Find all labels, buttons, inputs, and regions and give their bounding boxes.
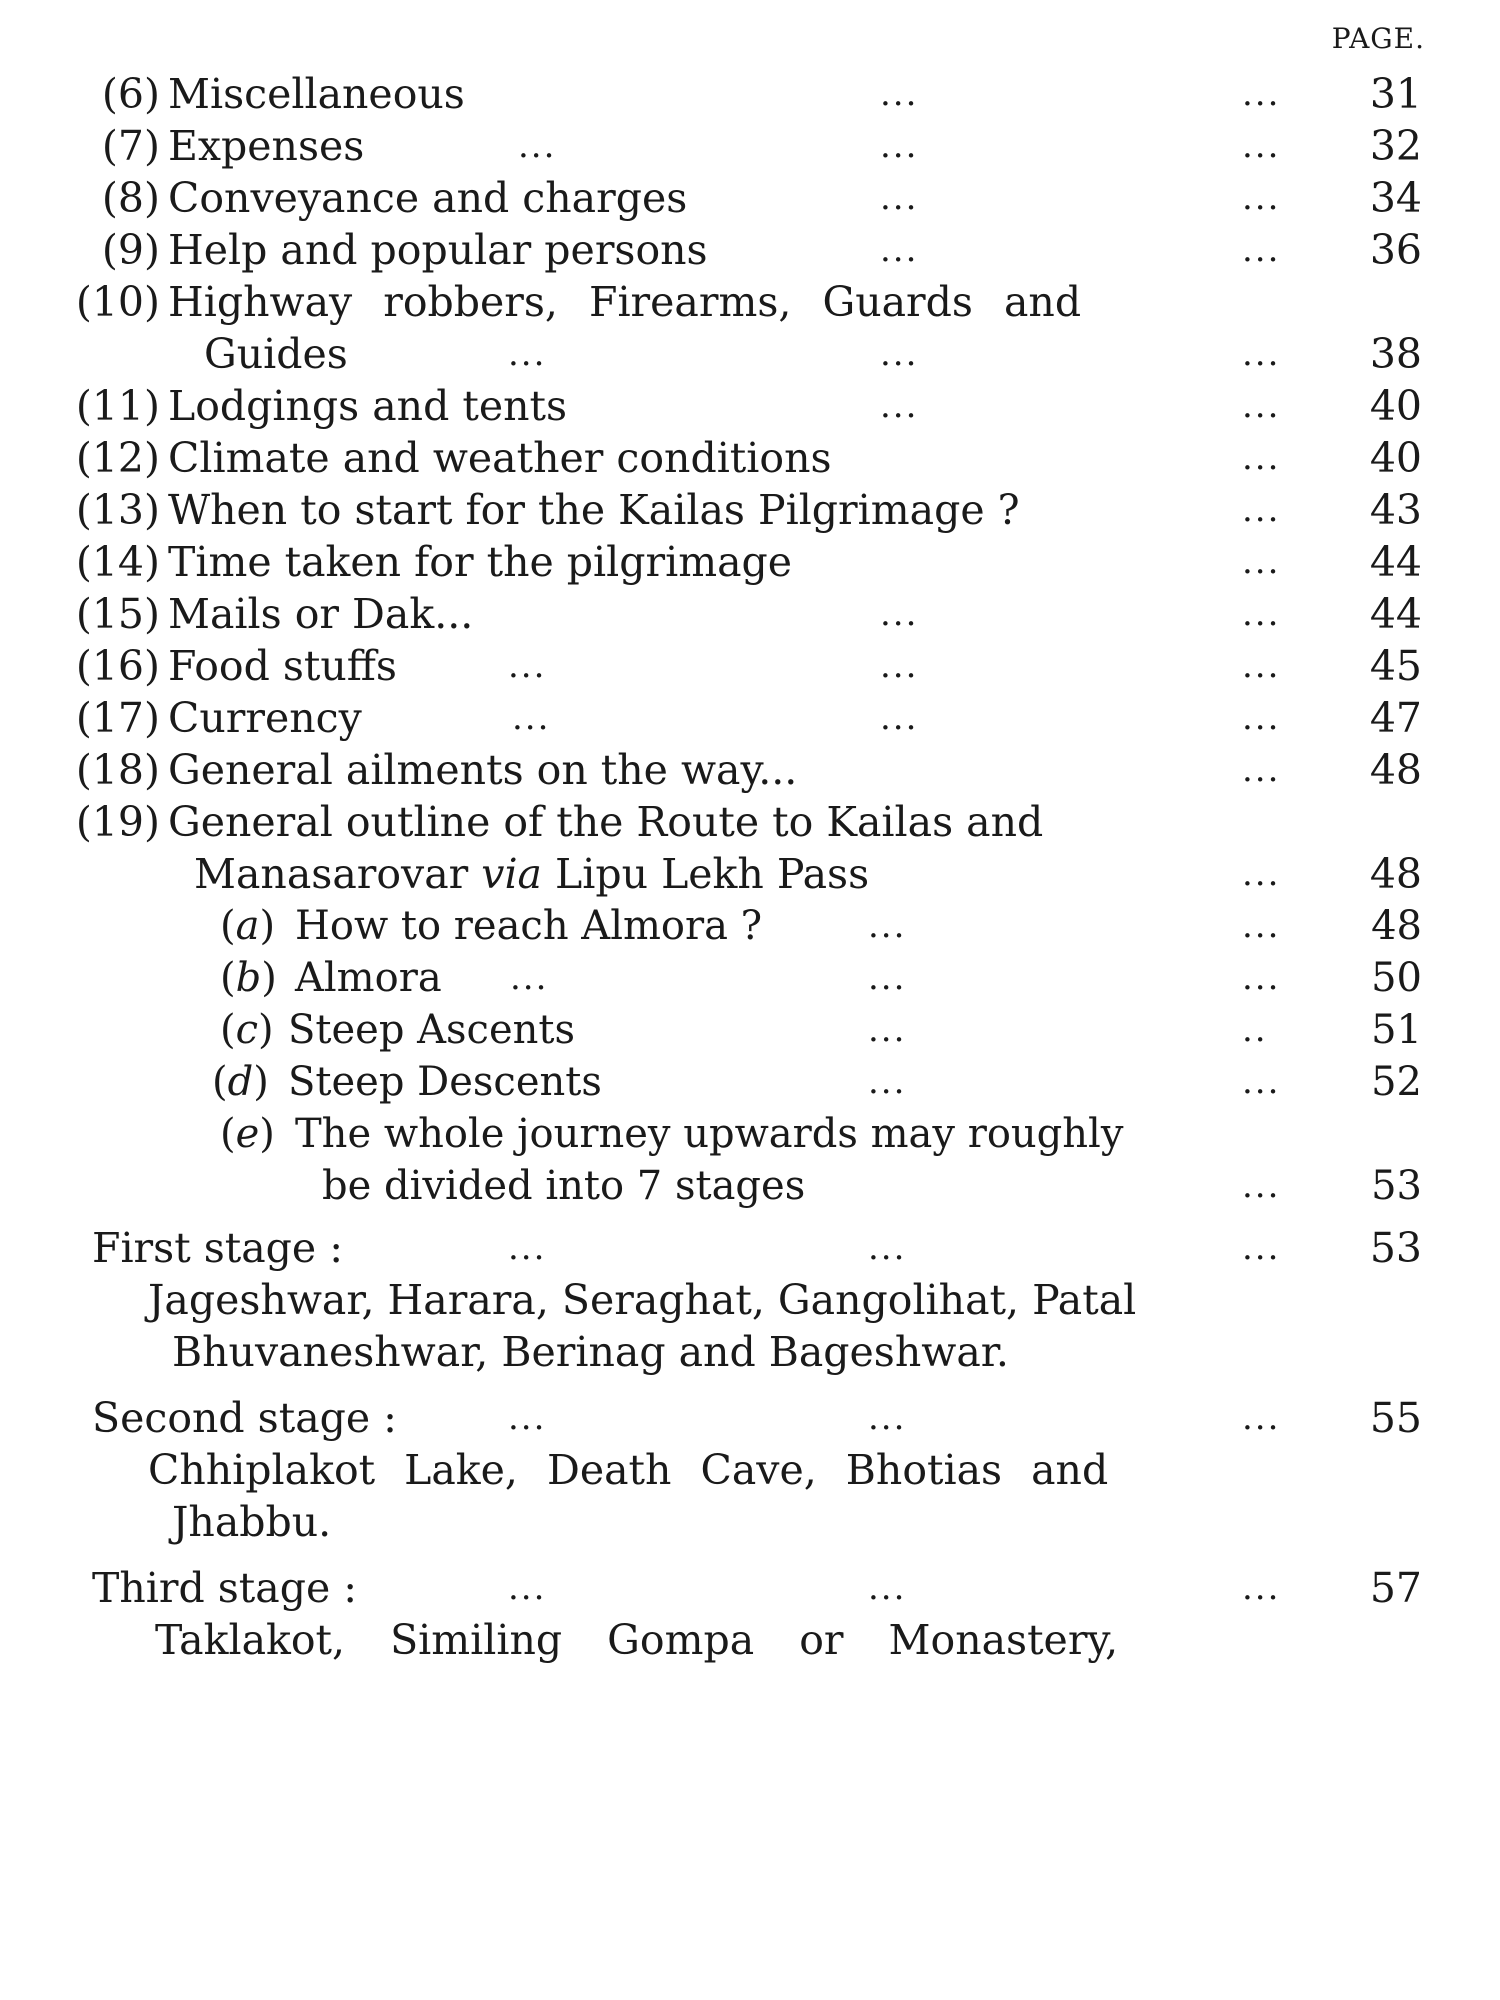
leader-dots: ... [510,958,549,998]
leader-dots: ... [508,646,547,686]
leader-dots: ... [1242,906,1281,946]
leader-dots: ... [1242,1166,1281,1206]
entry-title: Time taken for the pilgrimage [168,538,793,586]
entry-number: (19) [75,798,160,846]
leader-dots: ... [1242,74,1281,114]
toc-entry [0,432,1500,484]
toc-entry [0,744,1500,796]
toc-subentry [0,1056,1500,1108]
toc-entry [0,120,1500,172]
leader-dots: ... [1242,958,1281,998]
subentry-title: Steep Ascents [288,1007,575,1053]
leader-dots: ... [1242,750,1281,790]
subentry-letter: (a) [220,903,276,949]
leader-dots: ... [1242,334,1281,374]
page-number: 34 [1369,174,1422,222]
leader-dots: ... [868,1228,907,1268]
leader-dots: ... [1242,1398,1281,1438]
entry-number: (18) [75,746,160,794]
leader-dots: ... [508,1568,547,1608]
leader-dots: ... [512,698,551,738]
stage-places: Jageshwar, Harara, Seraghat, Gangolihat, Patal [148,1276,1137,1324]
entry-title: Mails or Dak... [168,590,474,638]
stage-places: Bhuvaneshwar, Berinag and Bageshwar. [172,1328,1009,1376]
stage-entry [0,1222,1500,1274]
toc-subentry [0,1108,1500,1160]
stage-description [0,1444,1500,1496]
toc-subentry [0,952,1500,1004]
entry-title: Highway robbers, Firearms, Guards and [168,278,1082,326]
entry-number: (13) [75,486,160,534]
toc-entry-continued [0,328,1500,380]
subentry-title-continued: be divided into 7 stages [322,1163,806,1209]
subentry-letter: (d) [212,1059,269,1105]
subentry-letter: (b) [220,955,277,1001]
leader-dots: ... [1242,178,1281,218]
page-number: 55 [1369,1394,1422,1442]
leader-dots: ... [1242,1062,1281,1102]
subentry-title: The whole journey upwards may roughly [295,1111,1124,1157]
page-number: 47 [1369,694,1422,742]
subentry-letter: (e) [220,1111,275,1157]
page-number: 31 [1369,70,1422,118]
leader-dots: ... [1242,646,1281,686]
stage-title: First stage : [92,1224,344,1272]
leader-dots: ... [1242,542,1281,582]
page-number: 48 [1369,850,1422,898]
leader-dots: .. [1242,1010,1268,1050]
entry-number: (16) [75,642,160,690]
page-number: 40 [1369,382,1422,430]
page-number: 44 [1369,590,1422,638]
stage-description [0,1326,1500,1378]
leader-dots: ... [508,334,547,374]
leader-dots: ... [508,1228,547,1268]
leader-dots: ... [880,334,919,374]
entry-number: (7) [101,122,160,170]
leader-dots: ... [880,594,919,634]
leader-dots: ... [1242,230,1281,270]
page-number: 40 [1369,434,1422,482]
leader-dots: ... [880,126,919,166]
stage-description [0,1614,1500,1666]
entry-title: Miscellaneous [168,70,465,118]
leader-dots: ... [1242,1568,1281,1608]
leader-dots: ... [868,958,907,998]
page-number: 52 [1371,1059,1422,1105]
leader-dots: ... [1242,490,1281,530]
leader-dots: ... [1242,594,1281,634]
leader-dots: ... [880,386,919,426]
toc-subentry-continued [0,1160,1500,1212]
toc-entry [0,172,1500,224]
toc-entry [0,588,1500,640]
leader-dots: ... [508,1398,547,1438]
page-number: 53 [1369,1224,1422,1272]
stage-places: Chhiplakot Lake, Death Cave, Bhotias and [148,1446,1109,1494]
subentry-letter: (c) [220,1007,274,1053]
page-number: 36 [1369,226,1422,274]
leader-dots: ... [1242,698,1281,738]
entry-title: Climate and weather conditions [168,434,832,482]
entry-title: Food stuffs [168,642,397,690]
entry-title: General outline of the Route to Kailas and [168,798,1044,846]
leader-dots: ... [880,698,919,738]
stage-title: Third stage : [92,1564,358,1612]
page-number: 45 [1369,642,1422,690]
leader-dots: ... [868,1010,907,1050]
entry-number: (17) [75,694,160,742]
table-of-contents [0,68,1500,1666]
subentry-title: How to reach Almora ? [295,903,763,949]
stage-title: Second stage : [92,1394,397,1442]
page-number: 50 [1371,955,1422,1001]
entry-number: (14) [75,538,160,586]
toc-entry-continued [0,848,1500,900]
leader-dots: ... [868,1398,907,1438]
toc-entry [0,68,1500,120]
leader-dots: ... [1242,126,1281,166]
page-number: 38 [1369,330,1422,378]
stage-description [0,1496,1500,1548]
leader-dots: ... [868,1062,907,1102]
entry-number: (6) [101,70,160,118]
page-number: 44 [1369,538,1422,586]
subentry-title: Steep Descents [288,1059,602,1105]
leader-dots: ... [868,1568,907,1608]
toc-entry [0,224,1500,276]
page-header: PAGE. [1331,22,1425,55]
page-number: 48 [1369,746,1422,794]
leader-dots: ... [880,74,919,114]
leader-dots: ... [880,230,919,270]
leader-dots: ... [1242,854,1281,894]
page-number: 32 [1369,122,1422,170]
page-number: 48 [1371,903,1422,949]
entry-number: (8) [101,174,160,222]
toc-entry [0,640,1500,692]
leader-dots: ... [518,126,557,166]
page-number: 43 [1369,486,1422,534]
page-number: 51 [1371,1007,1422,1053]
toc-entry [0,276,1500,328]
toc-entry [0,692,1500,744]
entry-number: (9) [101,226,160,274]
page-number: 57 [1369,1564,1422,1612]
entry-title: When to start for the Kailas Pilgrimage ? [168,486,1020,534]
entry-title-continued: Guides [204,330,348,378]
entry-title: General ailments on the way... [168,746,798,794]
leader-dots: ... [1242,1228,1281,1268]
toc-entry [0,536,1500,588]
entry-title: Help and popular persons [168,226,708,274]
entry-title-continued: Manasarovar via Lipu Lekh Pass [194,850,870,898]
toc-subentry [0,1004,1500,1056]
leader-dots: ... [880,646,919,686]
stage-places: Taklakot, Similing Gompa or Monastery, [155,1616,1119,1664]
stage-entry [0,1392,1500,1444]
stage-description [0,1274,1500,1326]
entry-number: (11) [75,382,160,430]
entry-title: Lodgings and tents [168,382,568,430]
stage-entry [0,1562,1500,1614]
stage-places: Jhabbu. [172,1498,332,1546]
entry-title: Currency [168,694,362,742]
entry-title: Expenses [168,122,365,170]
leader-dots: ... [868,906,907,946]
subentry-title: Almora [295,955,442,1001]
toc-entry [0,796,1500,848]
leader-dots: ... [1242,386,1281,426]
entry-number: (10) [75,278,160,326]
toc-entry [0,380,1500,432]
leader-dots: ... [1242,438,1281,478]
leader-dots: ... [880,178,919,218]
toc-subentry [0,900,1500,952]
toc-entry [0,484,1500,536]
page-number: 53 [1371,1163,1422,1209]
entry-number: (12) [75,434,160,482]
entry-title: Conveyance and charges [168,174,688,222]
entry-number: (15) [75,590,160,638]
